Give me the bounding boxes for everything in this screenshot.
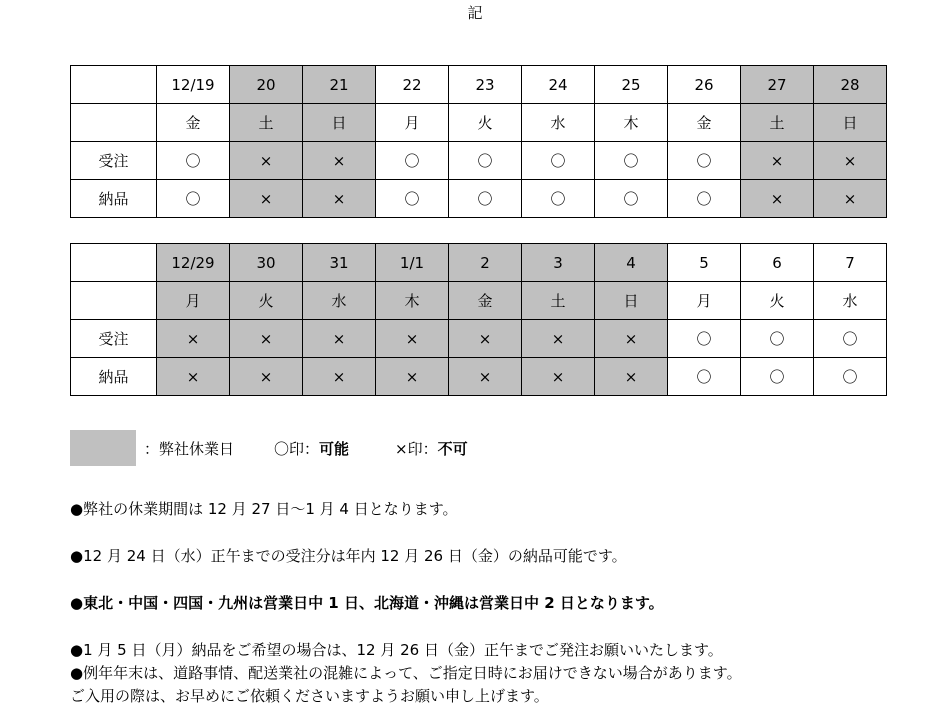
mark-cell: × bbox=[814, 142, 887, 180]
weekday-cell: 日 bbox=[595, 282, 668, 320]
delivery-row bbox=[71, 180, 887, 218]
weekday-cell: 火 bbox=[741, 282, 814, 320]
mark-cell: × bbox=[230, 142, 303, 180]
row-label: 納品 bbox=[71, 180, 157, 218]
mark-cell: × bbox=[230, 320, 303, 358]
mark-cell: 〇 bbox=[157, 142, 230, 180]
row-label: 納品 bbox=[71, 358, 157, 396]
row-label: 受注 bbox=[71, 320, 157, 358]
mark-cell: 〇 bbox=[376, 180, 449, 218]
mark-cell: 〇 bbox=[814, 358, 887, 396]
legend bbox=[70, 430, 468, 466]
corner-cell bbox=[71, 104, 157, 142]
date-cell: 21 bbox=[303, 66, 376, 104]
mark-cell: 〇 bbox=[595, 180, 668, 218]
mark-cell: 〇 bbox=[741, 320, 814, 358]
weekday-cell: 土 bbox=[522, 282, 595, 320]
mark-cell: 〇 bbox=[814, 320, 887, 358]
mark-cell: × bbox=[303, 358, 376, 396]
mark-cell: × bbox=[449, 358, 522, 396]
note-early-request: ご入用の際は、お早めにご依頼くださいますようお願い申し上げます。 bbox=[70, 687, 549, 705]
date-cell: 22 bbox=[376, 66, 449, 104]
mark-cell: 〇 bbox=[668, 180, 741, 218]
note-regional-delivery: ●東北・中国・四国・九州は営業日中 1 日、北海道・沖縄は営業日中 2 日となります。 bbox=[70, 594, 664, 612]
mark-cell: × bbox=[230, 180, 303, 218]
mark-cell: × bbox=[376, 320, 449, 358]
mark-cell: 〇 bbox=[449, 180, 522, 218]
order-row bbox=[71, 320, 887, 358]
date-cell: 28 bbox=[814, 66, 887, 104]
document-heading: 記 bbox=[467, 4, 483, 22]
note-year-end-traffic: ●例年年末は、道路事情、配送業社の混雑によって、ご指定日時にお届けできない場合があります。 bbox=[70, 664, 742, 682]
weekday-cell: 月 bbox=[157, 282, 230, 320]
date-cell: 3 bbox=[522, 244, 595, 282]
mark-cell: × bbox=[814, 180, 887, 218]
mark-cell: × bbox=[741, 180, 814, 218]
weekday-cell: 月 bbox=[376, 104, 449, 142]
mark-cell: × bbox=[376, 358, 449, 396]
mark-cell: 〇 bbox=[157, 180, 230, 218]
weekday-cell: 金 bbox=[449, 282, 522, 320]
mark-cell: 〇 bbox=[668, 358, 741, 396]
mark-cell: × bbox=[595, 358, 668, 396]
mark-cell: 〇 bbox=[668, 142, 741, 180]
weekday-row bbox=[71, 104, 887, 142]
note-order-deadline: ●12 月 24 日（水）正午までの受注分は年内 12 月 26 日（金）の納品可能です。 bbox=[70, 547, 627, 565]
mark-cell: 〇 bbox=[522, 180, 595, 218]
date-cell: 6 bbox=[741, 244, 814, 282]
date-cell: 24 bbox=[522, 66, 595, 104]
date-cell: 25 bbox=[595, 66, 668, 104]
ng-meaning: 不可 bbox=[437, 439, 468, 458]
date-cell: 12/19 bbox=[157, 66, 230, 104]
date-cell: 31 bbox=[303, 244, 376, 282]
mark-cell: × bbox=[303, 320, 376, 358]
date-cell: 7 bbox=[814, 244, 887, 282]
date-cell: 30 bbox=[230, 244, 303, 282]
weekday-cell: 木 bbox=[595, 104, 668, 142]
mark-cell: × bbox=[449, 320, 522, 358]
calendar-table-1 bbox=[70, 65, 887, 218]
weekday-cell: 水 bbox=[814, 282, 887, 320]
mark-cell: × bbox=[230, 358, 303, 396]
mark-cell: × bbox=[595, 320, 668, 358]
mark-cell: 〇 bbox=[595, 142, 668, 180]
date-row bbox=[71, 66, 887, 104]
ng-legend bbox=[395, 438, 468, 459]
weekday-cell: 火 bbox=[230, 282, 303, 320]
closed-day-swatch bbox=[70, 430, 136, 466]
weekday-cell: 水 bbox=[303, 282, 376, 320]
closed-day-legend-label: ：弊社休業日 bbox=[144, 439, 235, 458]
weekday-cell: 日 bbox=[814, 104, 887, 142]
mark-cell: × bbox=[522, 358, 595, 396]
date-cell: 2 bbox=[449, 244, 522, 282]
mark-cell: × bbox=[741, 142, 814, 180]
mark-cell: × bbox=[157, 358, 230, 396]
weekday-row bbox=[71, 282, 887, 320]
mark-cell: 〇 bbox=[449, 142, 522, 180]
weekday-cell: 金 bbox=[157, 104, 230, 142]
weekday-cell: 土 bbox=[741, 104, 814, 142]
weekday-cell: 月 bbox=[668, 282, 741, 320]
mark-cell: × bbox=[522, 320, 595, 358]
date-cell: 5 bbox=[668, 244, 741, 282]
date-row bbox=[71, 244, 887, 282]
date-cell: 27 bbox=[741, 66, 814, 104]
mark-cell: 〇 bbox=[376, 142, 449, 180]
mark-cell: 〇 bbox=[741, 358, 814, 396]
date-cell: 26 bbox=[668, 66, 741, 104]
weekday-cell: 木 bbox=[376, 282, 449, 320]
mark-cell: × bbox=[157, 320, 230, 358]
weekday-cell: 日 bbox=[303, 104, 376, 142]
mark-cell: 〇 bbox=[522, 142, 595, 180]
note-closure-period: ●弊社の休業期間は 12 月 27 日～1 月 4 日となります。 bbox=[70, 500, 458, 518]
order-row bbox=[71, 142, 887, 180]
row-label: 受注 bbox=[71, 142, 157, 180]
weekday-cell: 金 bbox=[668, 104, 741, 142]
corner-cell bbox=[71, 282, 157, 320]
date-cell: 12/29 bbox=[157, 244, 230, 282]
ok-meaning: 可能 bbox=[319, 439, 350, 458]
calendar-table-2 bbox=[70, 243, 887, 396]
ok-legend bbox=[274, 438, 349, 459]
corner-cell bbox=[71, 66, 157, 104]
ok-mark-label: 〇印： bbox=[274, 439, 320, 458]
mark-cell: × bbox=[303, 142, 376, 180]
mark-cell: 〇 bbox=[668, 320, 741, 358]
date-cell: 20 bbox=[230, 66, 303, 104]
ng-mark-label: ×印： bbox=[395, 439, 438, 458]
weekday-cell: 水 bbox=[522, 104, 595, 142]
date-cell: 4 bbox=[595, 244, 668, 282]
corner-cell bbox=[71, 244, 157, 282]
weekday-cell: 火 bbox=[449, 104, 522, 142]
weekday-cell: 土 bbox=[230, 104, 303, 142]
date-cell: 1/1 bbox=[376, 244, 449, 282]
delivery-row bbox=[71, 358, 887, 396]
mark-cell: × bbox=[303, 180, 376, 218]
date-cell: 23 bbox=[449, 66, 522, 104]
note-january-delivery: ●1 月 5 日（月）納品をご希望の場合は、12 月 26 日（金）正午までご発注お願いいたします。 bbox=[70, 641, 723, 659]
